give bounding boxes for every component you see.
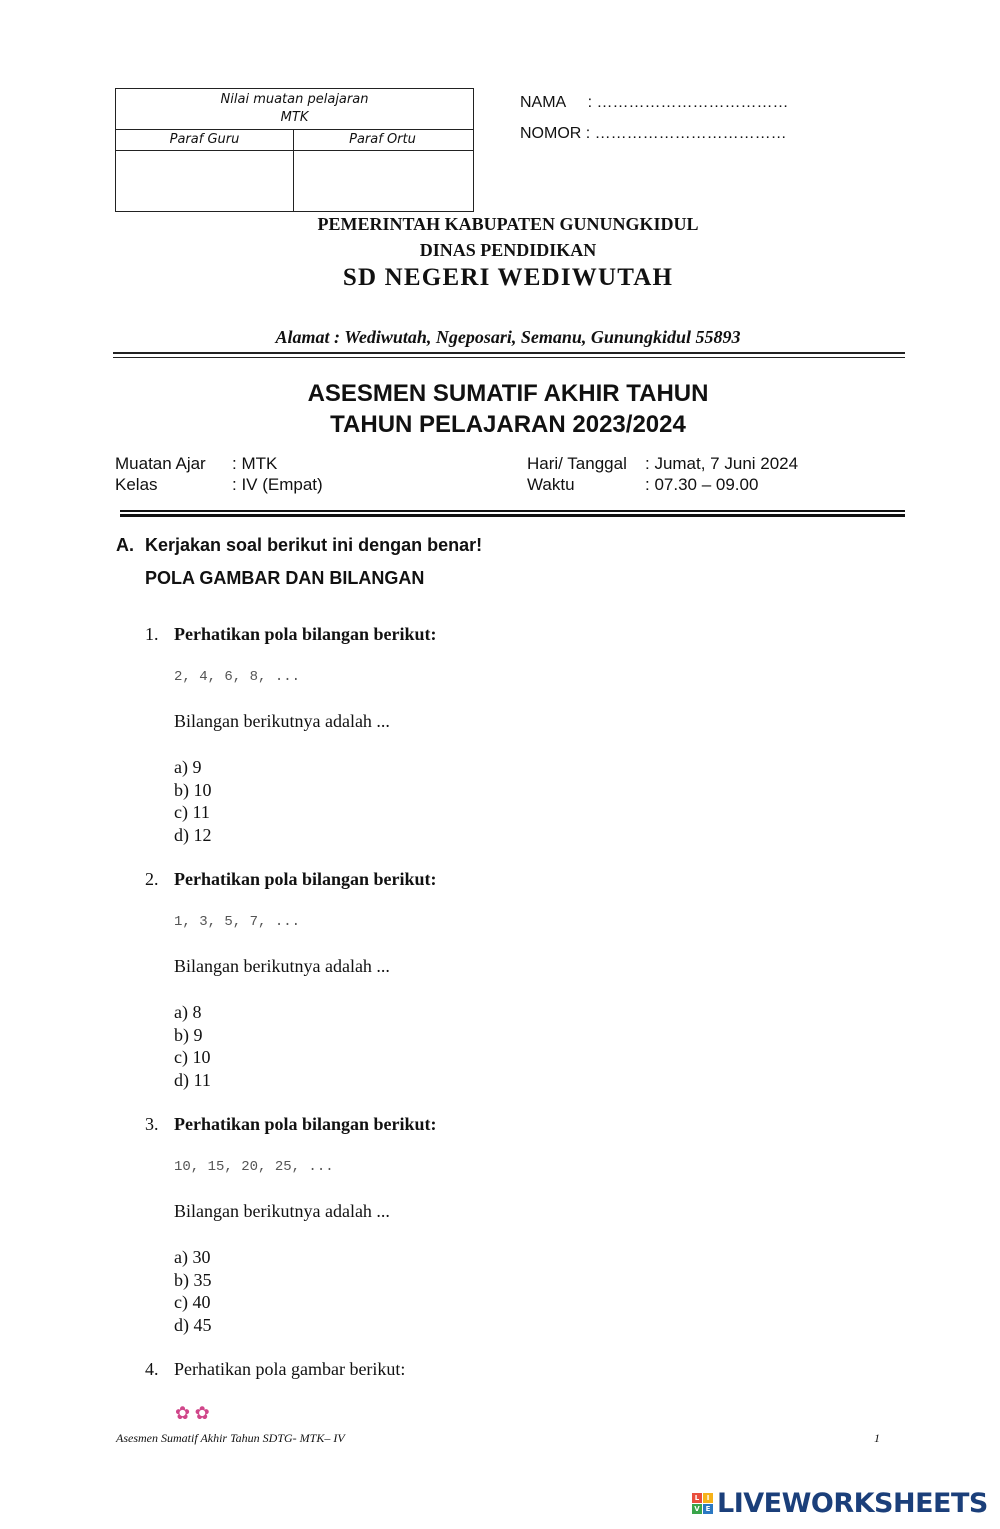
liveworksheets-logo <box>692 1488 988 1519</box>
grade-box-title-line1: Nilai muatan pelajaran <box>220 92 369 107</box>
school-address: Alamat : Wediwutah, Ngeposari, Semanu, Gunungkidul 55893 <box>275 327 741 347</box>
hari-value: : Jumat, 7 Juni 2024 <box>645 454 799 473</box>
number-sequence: 1, 3, 5, 7, ... <box>174 914 301 930</box>
muatan-label: Muatan Ajar <box>115 454 206 473</box>
question-number: 2. <box>145 869 159 889</box>
liveworksheets-text: LIVEWORKSHEETS <box>717 1488 988 1519</box>
grade-box-divider <box>116 150 473 151</box>
grade-box-title-line2: MTK <box>280 110 309 125</box>
header-government: PEMERINTAH KABUPATEN GUNUNGKIDUL <box>317 214 699 234</box>
meta-rule <box>120 510 905 512</box>
header-department: DINAS PENDIDIKAN <box>419 240 597 260</box>
footer-text: Asesmen Sumatif Akhir Tahun SDTG- MTK– IV <box>116 1431 345 1445</box>
nama-field[interactable]: NAMA : ……………………………… <box>520 94 789 111</box>
paraf-guru-label: Paraf Guru <box>169 132 240 147</box>
school-name: SD NEGERI WEDIWUTAH <box>342 264 674 291</box>
meta-rule <box>120 514 905 517</box>
answer-option[interactable]: c) 11 <box>174 802 210 822</box>
question-prompt: Perhatikan pola bilangan berikut: <box>174 624 437 644</box>
waktu-value: : 07.30 – 09.00 <box>645 475 759 494</box>
flower-pattern-icon: ✿ ✿ <box>175 1403 210 1423</box>
answer-option[interactable]: c) 40 <box>174 1292 211 1312</box>
nomor-field[interactable]: NOMOR : ……………………………… <box>520 125 787 142</box>
answer-options <box>174 756 212 846</box>
section-instruction: Kerjakan soal berikut ini dengan benar! <box>145 535 483 555</box>
answer-option[interactable]: a) 8 <box>174 1002 202 1022</box>
question-number: 1. <box>145 624 159 644</box>
section-letter: A. <box>116 535 134 555</box>
grade-box-title <box>116 91 473 127</box>
number-sequence: 2, 4, 6, 8, ... <box>174 669 301 685</box>
question-ask: Bilangan berikutnya adalah ... <box>174 956 390 976</box>
answer-option[interactable]: a) 9 <box>174 757 202 777</box>
answer-option[interactable]: d) 11 <box>174 1069 211 1090</box>
muatan-value: : MTK <box>232 454 278 473</box>
question-prompt: Perhatikan pola bilangan berikut: <box>174 1114 437 1134</box>
question-ask: Bilangan berikutnya adalah ... <box>174 711 390 731</box>
answer-options <box>174 1246 212 1336</box>
kelas-value: : IV (Empat) <box>232 475 323 494</box>
page-number: 1 <box>874 1431 880 1445</box>
section-subtitle: POLA GAMBAR DAN BILANGAN <box>145 568 425 588</box>
grid-letter: V <box>692 1504 702 1514</box>
grid-letter: L <box>692 1493 702 1503</box>
grid-letter: I <box>703 1493 713 1503</box>
question-ask: Bilangan berikutnya adalah ... <box>174 1201 390 1221</box>
answer-option[interactable]: d) 45 <box>174 1314 212 1335</box>
header-rule <box>113 352 905 354</box>
exam-title: ASESMEN SUMATIF AKHIR TAHUN <box>307 380 709 407</box>
exam-year: TAHUN PELAJARAN 2023/2024 <box>330 411 686 438</box>
kelas-label: Kelas <box>115 475 158 494</box>
waktu-label: Waktu <box>527 475 575 494</box>
question-number: 3. <box>145 1114 159 1134</box>
question-prompt: Perhatikan pola bilangan berikut: <box>174 869 437 889</box>
number-sequence: 10, 15, 20, 25, ... <box>174 1159 334 1175</box>
answer-option[interactable]: c) 10 <box>174 1047 211 1067</box>
paraf-ortu-label: Paraf Ortu <box>349 132 416 147</box>
answer-option[interactable]: b) 10 <box>174 779 212 800</box>
question-number: 4. <box>145 1359 159 1379</box>
header-rule <box>113 357 905 358</box>
hari-label: Hari/ Tanggal <box>527 454 627 473</box>
question-prompt: Perhatikan pola gambar berikut: <box>174 1359 406 1379</box>
grade-box-divider <box>116 129 473 130</box>
answer-option[interactable]: b) 35 <box>174 1269 212 1290</box>
liveworksheets-grid-icon <box>692 1493 713 1514</box>
answer-option[interactable]: b) 9 <box>174 1024 203 1045</box>
grid-letter: E <box>703 1504 713 1514</box>
grade-box <box>115 88 474 212</box>
answer-option[interactable]: d) 12 <box>174 824 212 845</box>
answer-option[interactable]: a) 30 <box>174 1247 211 1267</box>
answer-options <box>174 1001 211 1091</box>
